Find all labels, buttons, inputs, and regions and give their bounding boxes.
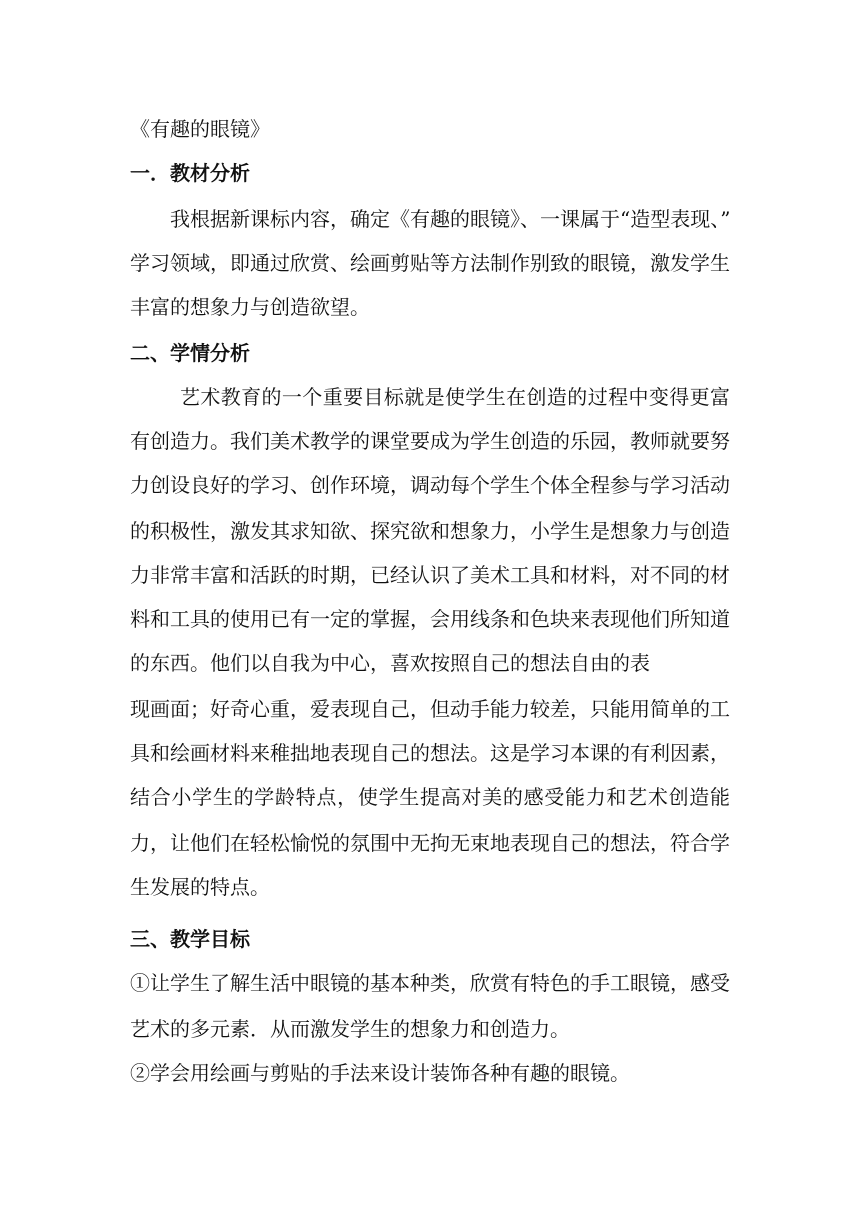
section-heading-teaching-objectives: 三、教学目标 bbox=[130, 927, 250, 951]
paragraph-line: 力，让他们在轻松愉悦的氛围中无拘无束地表现自己的想法，符合学 bbox=[130, 831, 730, 855]
paragraph-line: 力非常丰富和活跃的时期，已经认识了美术工具和材料，对不同的材 bbox=[130, 563, 730, 587]
paragraph-line: 丰富的想象力与创造欲望。 bbox=[130, 295, 370, 319]
paragraph-line: 的积极性，激发其求知欲、探究欲和想象力，小学生是想象力与创造 bbox=[130, 519, 730, 543]
section-heading-student-analysis: 二、学情分析 bbox=[130, 341, 250, 365]
objective-line: 艺术的多元素．从而激发学生的想象力和创造力。 bbox=[130, 1017, 570, 1041]
paragraph-line: 艺术教育的一个重要目标就是使学生在创造的过程中变得更富 bbox=[180, 385, 730, 409]
paragraph-line: 具和绘画材料来稚拙地表现自己的想法。这是学习本课的有利因素， bbox=[130, 741, 730, 765]
section-heading-textbook-analysis: 一．教材分析 bbox=[130, 161, 250, 185]
paragraph-line: 生发展的特点。 bbox=[130, 875, 270, 899]
paragraph-line: 料和工具的使用已有一定的掌握，会用线条和色块来表现他们所知道 bbox=[130, 607, 730, 631]
paragraph-line: 力创设良好的学习、创作环境，调动每个学生个体全程参与学习活动 bbox=[130, 473, 730, 497]
paragraph-line: 有创造力。我们美术教学的课堂要成为学生创造的乐园，教师就要努 bbox=[130, 429, 730, 453]
paragraph-line: 的东西。他们以自我为中心，喜欢按照自己的想法自由的表 bbox=[130, 651, 650, 675]
paragraph-line: 我根据新课标内容，确定《有趣的眼镜》、一课属于“造型表现、” bbox=[170, 207, 730, 231]
paragraph-line: 学习领域，即通过欣赏、绘画剪贴等方法制作别致的眼镜，激发学生 bbox=[130, 251, 730, 275]
objective-line: ①让学生了解生活中眼镜的基本种类，欣赏有特色的手工眼镜，感受 bbox=[130, 971, 730, 995]
paragraph-line: 结合小学生的学龄特点，使学生提高对美的感受能力和艺术创造能 bbox=[130, 785, 730, 809]
document-title: 《有趣的眼镜》 bbox=[130, 117, 270, 141]
objective-line: ②学会用绘画与剪贴的手法来设计装饰各种有趣的眼镜。 bbox=[130, 1061, 630, 1085]
paragraph-line: 现画面；好奇心重，爱表现自己，但动手能力较差，只能用简单的工 bbox=[130, 697, 730, 721]
